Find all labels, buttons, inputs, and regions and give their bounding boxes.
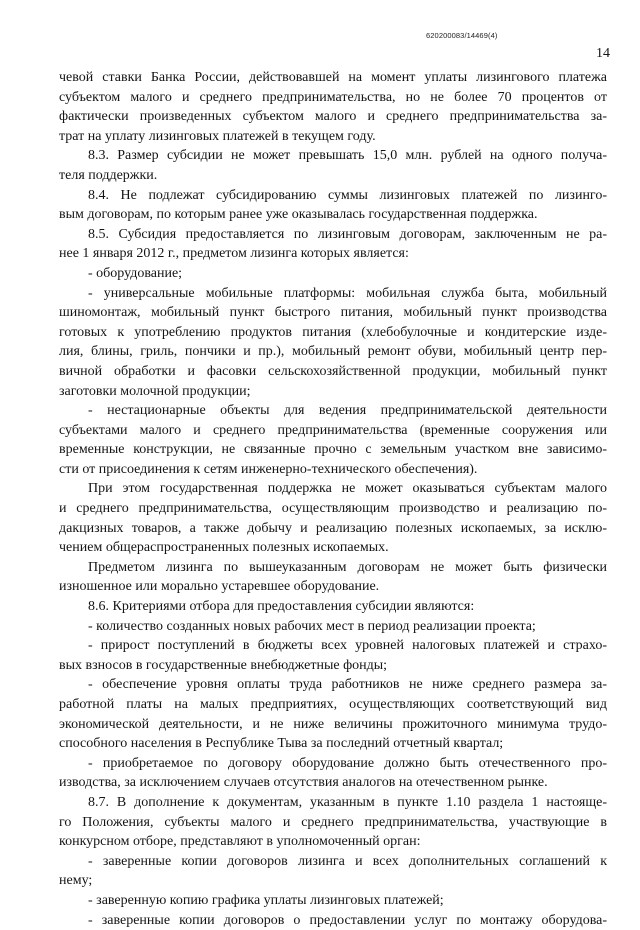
text-line: заготовки молочной продукции; (59, 383, 251, 399)
text-line: - заверенную копию графика уплаты лизинговых платежей; (88, 892, 444, 908)
text-line: изношенное или морально устаревшее оборудование. (59, 579, 380, 595)
text-line: теля поддержки. (59, 167, 158, 183)
text-line: 8.5. Субсидия предоставляется по лизинговым договорам, заключенным не ра- (88, 226, 607, 242)
document-body (59, 68, 607, 930)
text-line: нему; (59, 873, 93, 889)
text-line: трат на уплату лизинговых платежей в текущем году. (59, 128, 376, 144)
text-line: способного населения в Республике Тыва за последний отчетный квартал; (59, 736, 504, 752)
text-line: - заверенные копии договоров о предоставлении услуг по монтажу оборудова- (88, 912, 607, 928)
text-line: 8.3. Размер субсидии не может превышать 15,0 млн. рублей на одного получа- (88, 148, 607, 164)
text-line: и среднего предпринимательства, осуществляющим производство и реализацию по- (59, 501, 607, 517)
text-line: дакцизных товаров, а также добычу и реализацию полезных ископаемых, за исклю- (59, 520, 607, 536)
page-number: 14 (596, 46, 610, 61)
text-line: фактически произведенных субъектом малого и среднего предпринимательства за- (59, 109, 607, 125)
text-line: Предметом лизинга по вышеуказанным договорам не может быть физически (88, 559, 607, 575)
text-line: 8.7. В дополнение к документам, указанным в пункте 1.10 раздела 1 настояще- (88, 794, 607, 810)
text-line: - заверенные копии договоров лизинга и всех дополнительных соглашений к (88, 853, 607, 869)
text-line: 8.4. Не подлежат субсидированию суммы лизинговых платежей по лизинго- (88, 187, 607, 203)
text-line: сти от присоединения к сетям инженерно-технического обеспечения). (59, 461, 478, 477)
text-line: лия, блины, гриль, пончики и пр.), мобильный ремонт обуви, мобильный центр пер- (59, 344, 607, 360)
text-line: субъектом малого и среднего предпринимательства, но не более 70 процентов от (59, 89, 607, 105)
text-line: шиномонтаж, мобильный пункт быстрого питания, мобильный пункт производства (59, 305, 607, 321)
text-line: вых взносов в государственные внебюджетные фонды; (59, 657, 388, 673)
text-line: временные конструкции, не связанные прочно с земельным участком вне зависимо- (59, 442, 607, 458)
text-line: го Положения, субъекты малого и среднего предпринимательства, участвующие в (59, 814, 607, 830)
document-code: 620200083/14469(4) (426, 31, 498, 40)
text-line: изводства, за исключением случаев отсутствия аналогов на отечественном рынке. (59, 775, 548, 791)
text-line: - универсальные мобильные платформы: мобильная служба быта, мобильный (88, 285, 607, 301)
text-line: чевой ставки Банка России, действовавшей на момент уплаты лизингового платежа (59, 70, 607, 85)
text-line: чением общераспространенных полезных ископаемых. (59, 540, 389, 556)
text-line: нее 1 января 2012 г., предметом лизинга которых является: (59, 246, 409, 262)
text-line: субъектами малого и среднего предпринимательства (временные сооружения или (59, 422, 607, 438)
text-line: - обеспечение уровня оплаты труда работников не ниже среднего размера за- (88, 677, 607, 693)
text-line: - приобретаемое по договору оборудование должно быть отечественного про- (88, 755, 607, 771)
text-line: - количество созданных новых рабочих мест в период реализации проекта; (88, 618, 536, 634)
text-line: 8.6. Критериями отбора для предоставления субсидии являются: (88, 599, 475, 615)
text-line: готовых к употреблению продуктов питания (хлебобулочные и кондитерские изде- (59, 324, 607, 340)
text-line: При этом государственная поддержка не может оказываться субъектам малого (88, 481, 607, 497)
text-line: - прирост поступлений в бюджеты всех уровней налоговых платежей и страхо- (88, 638, 607, 654)
text-line: - оборудование; (88, 265, 183, 281)
text-line: работной платы на малых предприятиях, осуществляющих соответствующий вид (59, 697, 607, 712)
text-line: конкурсном отборе, представляют в уполномоченный орган: (59, 834, 421, 850)
text-line: вым договорам, по которым ранее уже оказывалась государственная поддержка. (59, 207, 538, 223)
text-line: - нестационарные объекты для ведения предпринимательской деятельности (88, 403, 607, 419)
text-line: экономической деятельности, и не ниже величины прожиточного минимума трудо- (59, 716, 607, 732)
text-line: вичной обработки и фасовки сельскохозяйственной продукции, мобильный пункт (59, 363, 607, 379)
